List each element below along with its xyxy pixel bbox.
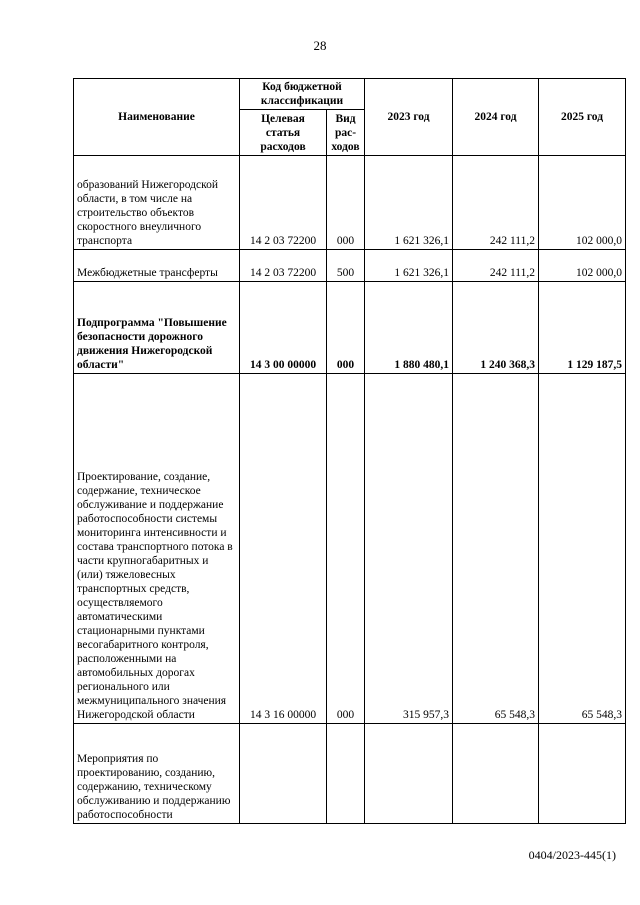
row-2025: 65 548,3 (539, 374, 626, 724)
row-vid (327, 724, 365, 824)
row-code: 14 3 00 00000 (240, 282, 327, 374)
row-code (240, 724, 327, 824)
header-type: Вид рас-ходов (327, 110, 365, 156)
row-2025: 102 000,0 (539, 156, 626, 250)
table-row (74, 282, 626, 374)
row-vid: 000 (327, 156, 365, 250)
row-2024: 1 240 368,3 (453, 282, 539, 374)
row-2024: 242 111,2 (453, 156, 539, 250)
header-2023: 2023 год (365, 79, 453, 156)
document-code: 0404/2023-445(1) (528, 848, 616, 862)
header-name: Наименование (74, 79, 240, 156)
row-2023: 1 621 326,1 (365, 250, 453, 282)
page-number: 28 (313, 38, 327, 53)
row-code: 14 3 16 00000 (240, 374, 327, 724)
row-code: 14 2 03 72200 (240, 250, 327, 282)
budget-table (73, 78, 626, 824)
row-name: образований Нижегородской области, в том числе на строительство объектов скоростного внеуличного транспорта (74, 156, 240, 250)
row-2023 (365, 724, 453, 824)
row-2024: 65 548,3 (453, 374, 539, 724)
row-name: Проектирование, создание, содержание, техническое обслуживание и поддержание работоспособности системы мониторинга интенсивности и состава транспортного потока в части крупногабаритных и (или) тяжеловесных транспортных средств, осуществляемого автоматическими стационарными пунктами весогабаритного контроля, расположенными на автомобильных дорогах регионального или межмуниципального значения Нижегородской области (74, 374, 240, 724)
row-2023: 1 621 326,1 (365, 156, 453, 250)
row-name: Мероприятия по проектированию, созданию, содержанию, техническому обслуживанию и поддержанию работоспособности (74, 724, 240, 824)
row-2025: 1 129 187,5 (539, 282, 626, 374)
header-2025: 2025 год (539, 79, 626, 156)
table-header (74, 79, 626, 156)
row-vid: 000 (327, 374, 365, 724)
row-2024: 242 111,2 (453, 250, 539, 282)
table-row (74, 156, 626, 250)
row-2023: 1 880 480,1 (365, 282, 453, 374)
row-vid: 500 (327, 250, 365, 282)
row-vid: 000 (327, 282, 365, 374)
header-kbk-group: Код бюджетной классификации (240, 79, 365, 110)
row-name: Подпрограмма "Повышение безопасности дорожного движения Нижегородской области" (74, 282, 240, 374)
row-name: Межбюджетные трансферты (74, 250, 240, 282)
header-target: Целевая статья расходов (240, 110, 327, 156)
row-2025: 102 000,0 (539, 250, 626, 282)
table-row (74, 250, 626, 282)
table-row (74, 374, 626, 724)
row-2025 (539, 724, 626, 824)
row-2023: 315 957,3 (365, 374, 453, 724)
row-code: 14 2 03 72200 (240, 156, 327, 250)
row-2024 (453, 724, 539, 824)
table-row (74, 724, 626, 824)
header-2024: 2024 год (453, 79, 539, 156)
